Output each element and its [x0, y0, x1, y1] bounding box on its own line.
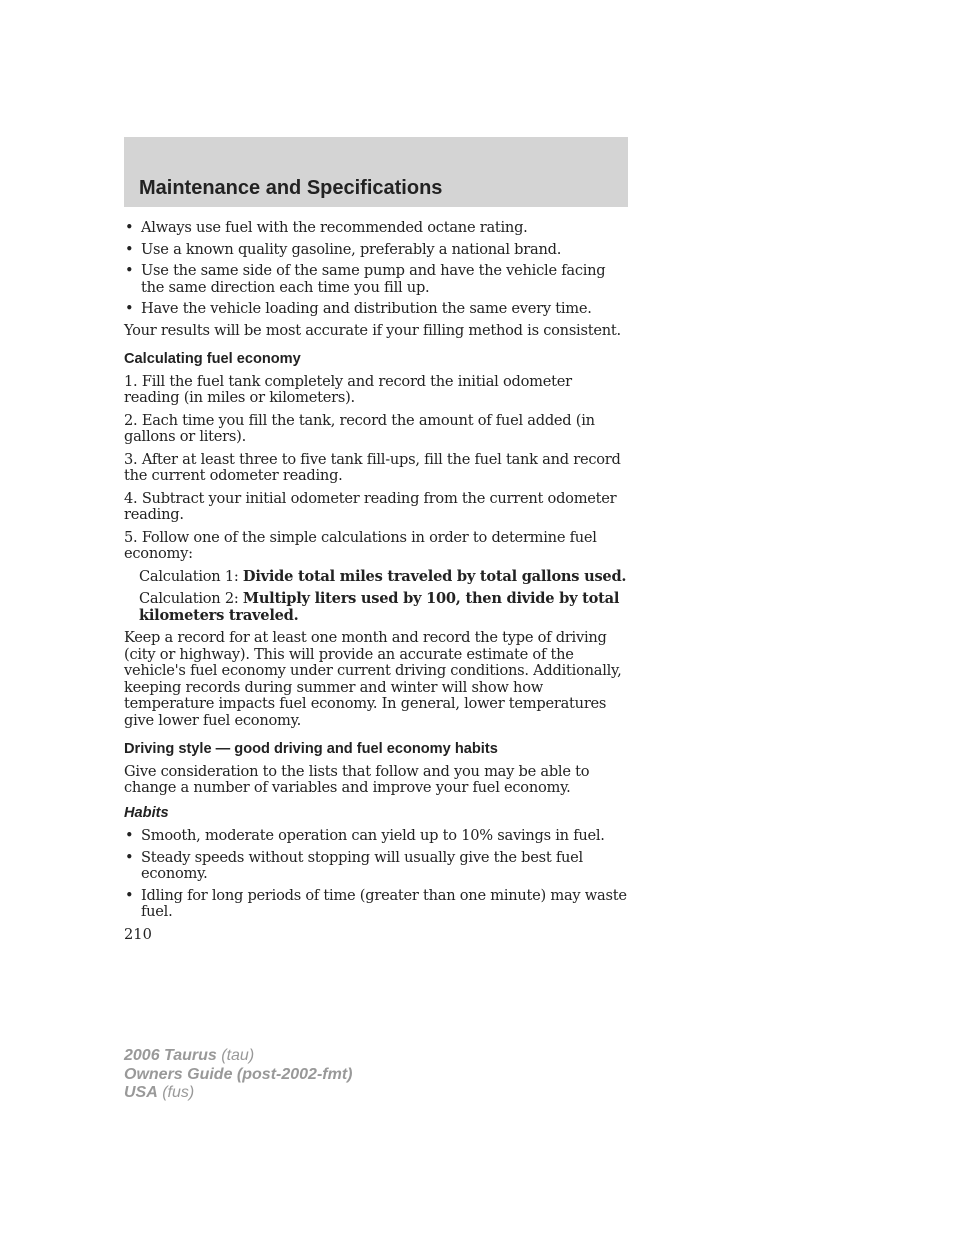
calculation-2 — [124, 591, 629, 624]
calculation-1-text: Divide total miles traveled by total gallons used. — [242, 567, 627, 585]
footer-market-code: (fus) — [157, 1084, 195, 1101]
step-paragraph: 3. After at least three to five tank fill-ups, fill the fuel tank and record the current odometer reading. — [124, 450, 621, 484]
calculation-1 — [124, 569, 629, 586]
calculation-1-label: Calculation 1: — [139, 567, 243, 585]
record-paragraph: Keep a record for at least one month and record the type of driving (city or highway). This will provide an accurate estimate of the vehicle's fuel economy under current driving conditions. Additionally, keeping records during summer and winter will show how temperature impacts fuel economy. In general, lower temperatures give lower fuel economy. — [124, 629, 622, 729]
step-paragraph: 5. Follow one of the simple calculations in order to determine fuel economy: — [124, 528, 597, 562]
document-footer — [124, 1047, 352, 1103]
driving-style-intro: Give consideration to the lists that follow and you may be able to change a number of variables and improve your fuel economy. — [124, 762, 590, 796]
consistency-note: Your results will be most accurate if your filling method is consistent. — [124, 321, 621, 339]
footer-line-3 — [124, 1084, 352, 1103]
footer-model-code: (tau) — [216, 1047, 255, 1064]
list-item: • Have the vehicle loading and distribution the same every time. — [124, 301, 629, 318]
list-item: • Steady speeds without stopping will usually give the best fuel economy. — [124, 850, 629, 883]
calculation-2-label: Calculation 2: — [139, 590, 243, 607]
calculation-2-text: Multiply liters used by 100, then divide by total kilometers traveled. — [139, 590, 620, 624]
page-number: 210 — [124, 926, 152, 943]
footer-line-1 — [124, 1047, 352, 1066]
list-item: • Use a known quality gasoline, preferably a national brand. — [124, 242, 629, 259]
list-item: • Idling for long periods of time (greater than one minute) may waste fuel. — [124, 888, 629, 921]
page-content — [124, 220, 629, 926]
step-paragraph: 2. Each time you fill the tank, record the amount of fuel added (in gallons or liters). — [124, 411, 595, 445]
driving-style-heading: Driving style — good driving and fuel economy habits — [124, 741, 498, 757]
calculating-heading: Calculating fuel economy — [124, 351, 301, 367]
habits-heading: Habits — [124, 804, 169, 821]
step-paragraph: 4. Subtract your initial odometer reading from the current odometer reading. — [124, 489, 617, 523]
list-item: • Use the same side of the same pump and have the vehicle facing the same direction each time you fill up. — [124, 263, 629, 296]
habits-bullet-list — [124, 828, 629, 921]
list-item: • Always use fuel with the recommended octane rating. — [124, 220, 629, 237]
section-title: Maintenance and Specifications — [139, 177, 443, 199]
intro-bullet-list — [124, 220, 629, 318]
footer-model: 2006 Taurus — [124, 1047, 217, 1064]
footer-guide: Owners Guide (post-2002-fmt) — [124, 1065, 353, 1083]
step-paragraph: 1. Fill the fuel tank completely and record the initial odometer reading (in miles or kilometers). — [124, 372, 572, 406]
list-item: • Smooth, moderate operation can yield up to 10% savings in fuel. — [124, 828, 629, 845]
footer-line-2 — [124, 1066, 352, 1085]
footer-market: USA — [124, 1084, 158, 1101]
